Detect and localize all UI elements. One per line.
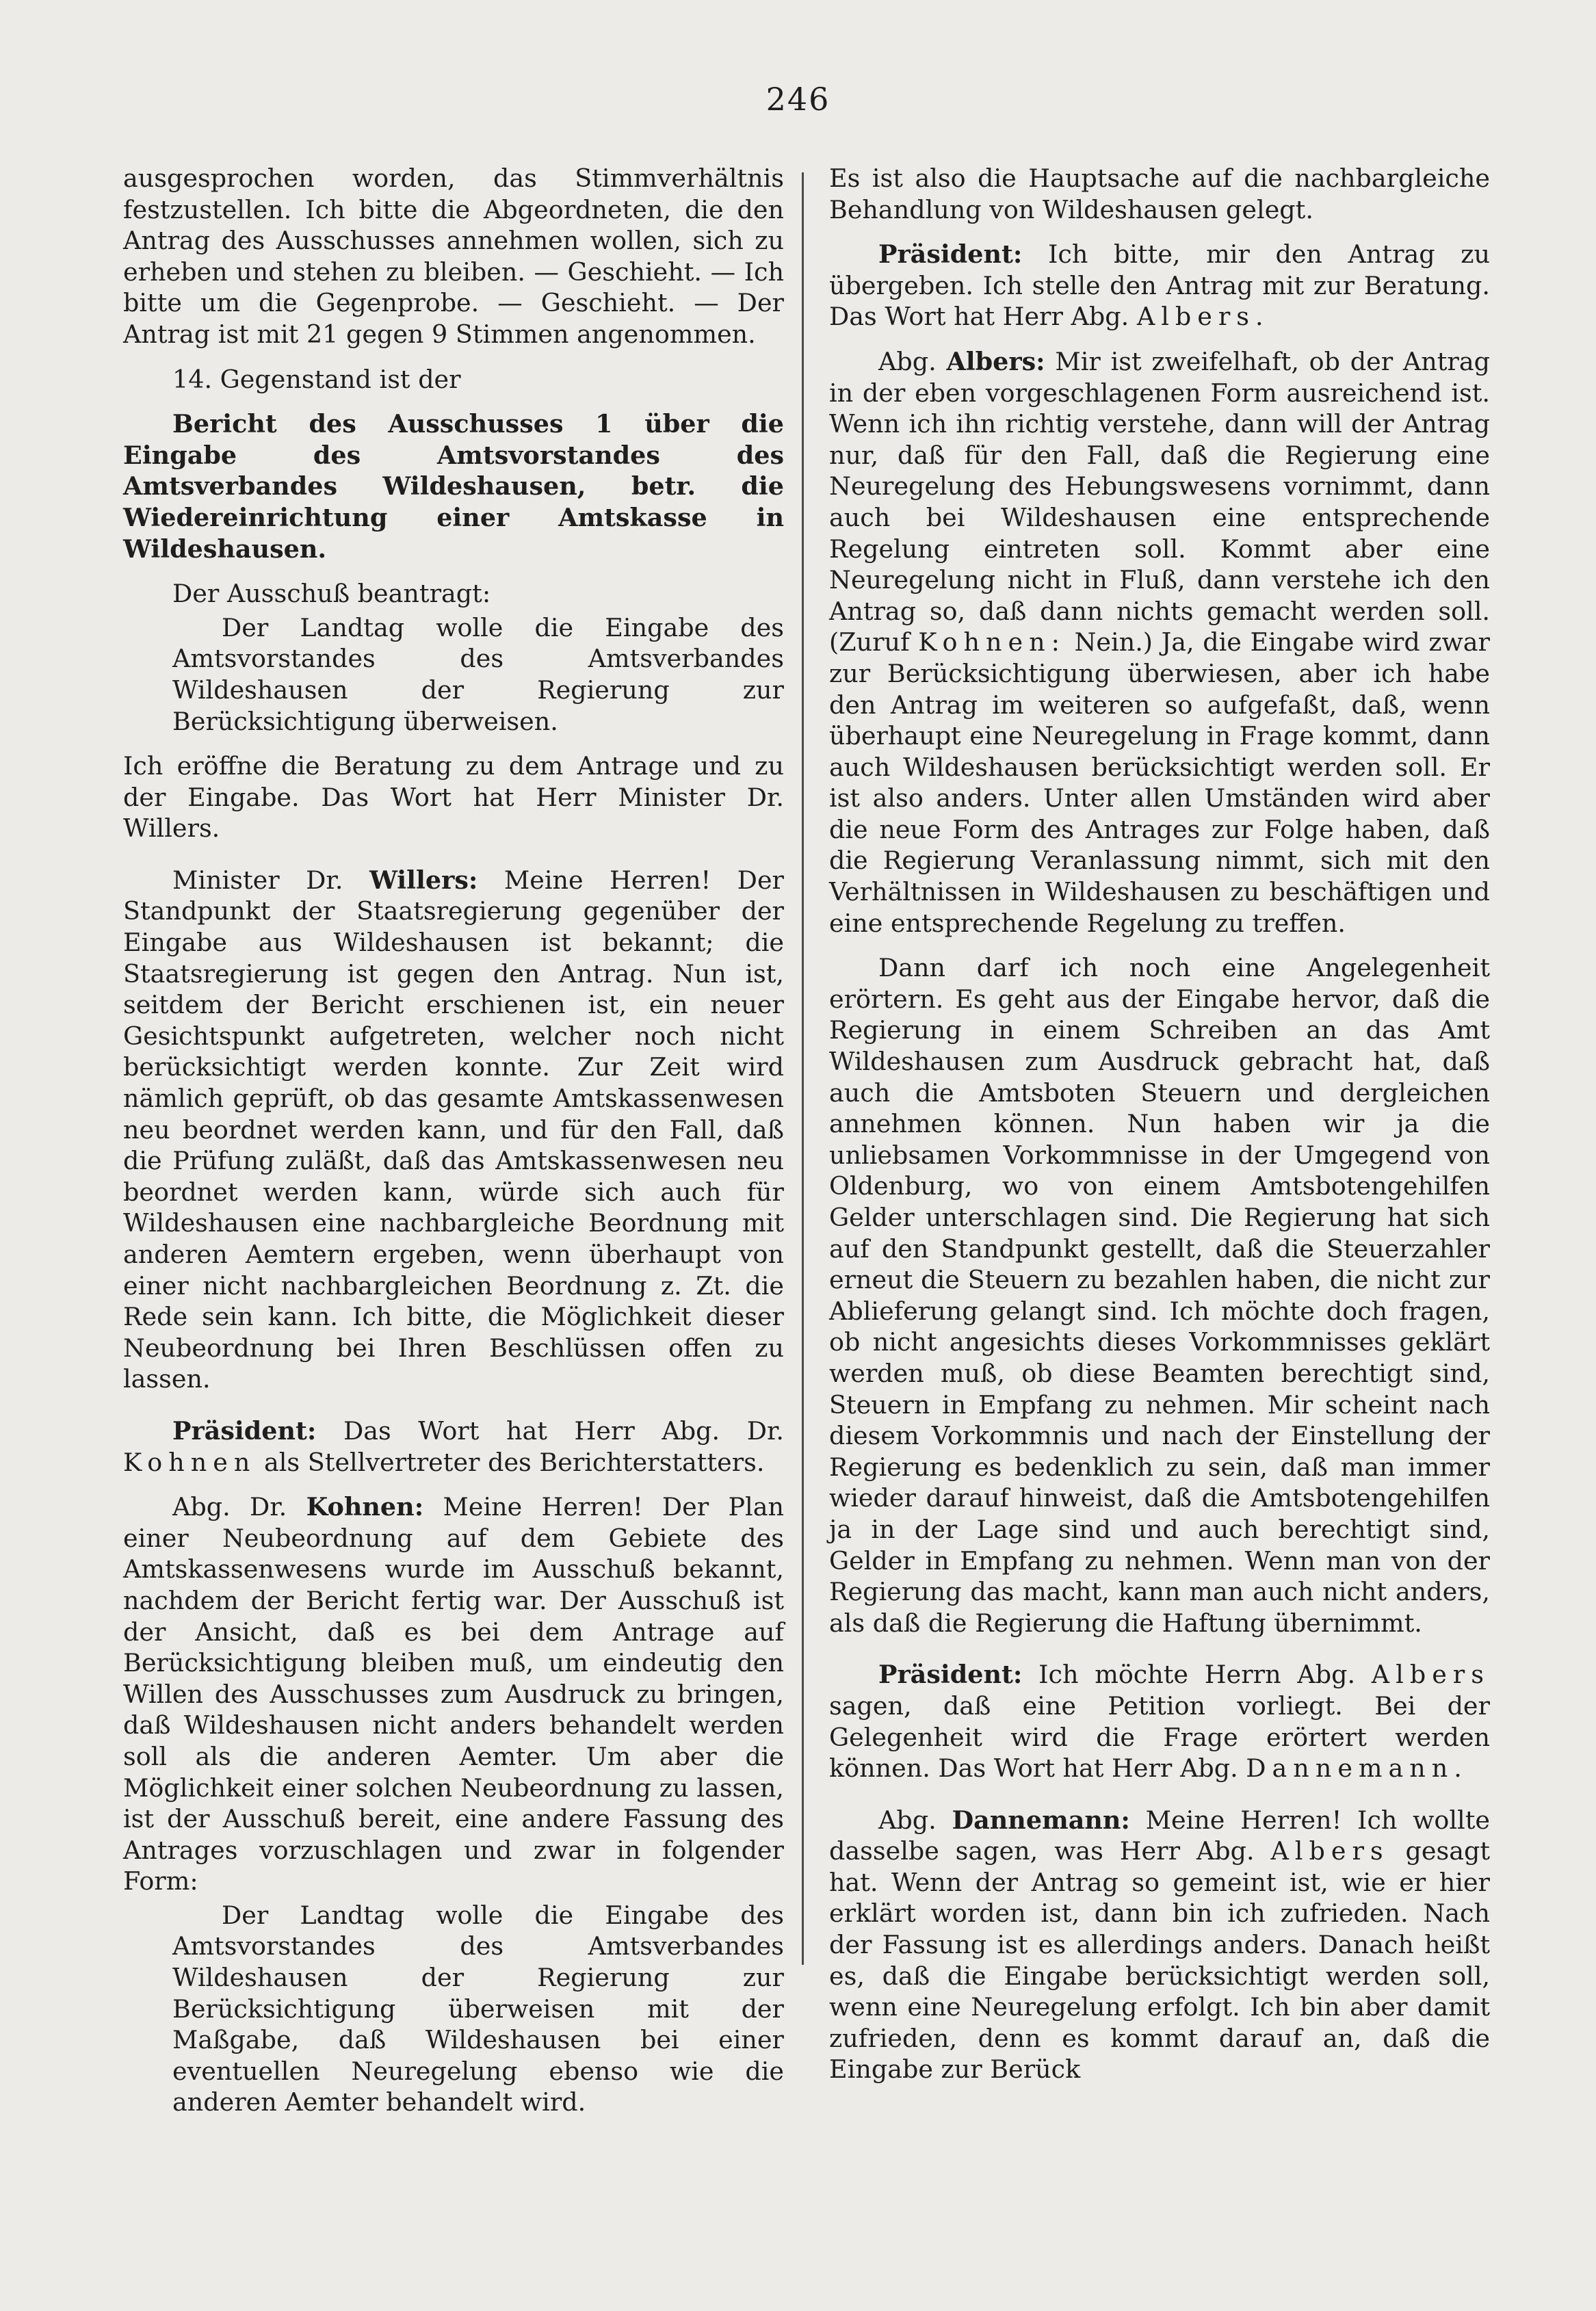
speech-text: Meine Herren! Der Standpunkt der Staatsregierung gegenüber der Eingabe aus Wildeshausen ist bekannt; die Staatsregierung ist gegen den Antrag. Nun ist, seitdem der Bericht erschienen ist, ein neuer Gesichtspunkt aufgetreten, welcher noch nicht berücksichtigt werden konnte. Zur Zeit wird nämlich geprüft, ob das gesamte Amtskassenwesen neu beordnet werden kann, und für den Fall, daß die Prüfung zuläßt, daß das Amtskassenwesen neu beordnet werden kann, würde sich auch für Wildeshausen eine nachbargleiche Beordnung mit anderen Aemtern ergeben, wenn überhaupt von einer nicht nachbargleichen Beordnung z. Zt. die Rede sein kann. Ich bitte, die Möglichkeit dieser Neubeordnung bei Ihren Beschlüssen offen zu lassen.: [123, 865, 784, 1394]
motion-quote: Der Landtag wolle die Eingabe des Amtsvorstandes des Amtsverbandes Wildeshausen der Regierung zur Berücksichtigung überweisen mit der Maßgabe, daß Wildeshausen bei einer eventuellen Neuregelung ebenso wie die anderen Aemter behandelt wird.: [172, 1900, 784, 2117]
spaced-name: Albers.: [1136, 302, 1270, 332]
speaker-name: Präsident:: [878, 1660, 1023, 1690]
left-column: [123, 163, 784, 2121]
speaker-name: Präsident:: [172, 1415, 317, 1446]
speech-text: Nein.) Ja, die Eingabe wird zwar zur Berücksichtigung überwiesen, aber ich habe den Antrag im weiteren so aufgefaßt, daß, wenn überhaupt eine Neuregelung in Frage kommt, dann auch Wildeshausen berücksichtigt werden soll. Er ist also anders. Unter allen Umständen wird aber die neue Form des Antrages zur Folge haben, daß die Regierung Veranlassung nimmt, sich mit den Verhältnissen in Wildeshausen zu beschäftigen und eine entsprechende Regelung zu treffen.: [829, 627, 1490, 938]
right-column: [829, 163, 1490, 2085]
speaker-name: Präsident:: [878, 239, 1023, 270]
speech-paragraph: [123, 865, 784, 1395]
column-divider: [802, 172, 804, 1965]
speaker-role: Abg.: [878, 346, 937, 376]
speech-text: Ich möchte Herrn Abg.: [1038, 1660, 1356, 1690]
speaker-name: Kohnen:: [306, 1492, 424, 1522]
speech-text: sagen, daß eine Petition vorliegt. Bei der Gelegenheit wird die Frage erörtert werden können. Das Wort hat Herr Abg.: [829, 1690, 1490, 1784]
speech-paragraph: [829, 1805, 1490, 2085]
speaker-role: Abg.: [878, 1805, 937, 1835]
paragraph: Ich eröffne die Beratung zu dem Antrage und zu der Eingabe. Das Wort hat Herr Minister Dr. Willers.: [123, 751, 784, 844]
spaced-name: Kohnen: [123, 1447, 257, 1477]
speech-paragraph: [123, 1491, 784, 1897]
speaker-name: Dannemann:: [952, 1805, 1130, 1835]
speech-paragraph: [829, 1659, 1490, 1784]
paragraph: ausgesprochen worden, das Stimmverhältnis festzustellen. Ich bitte die Abgeordneten, die den Antrag des Ausschusses annehmen wollen, sich zu erheben und stehen zu bleiben. — Geschieht. — Ich bitte um die Gegenprobe. — Geschieht. — Der Antrag ist mit 21 gegen 9 Stimmen angenommen.: [123, 164, 784, 349]
speech-text: Mir ist zweifelhaft, ob der Antrag in der eben vorgeschlagenen Form ausreichend ist. Wenn ich ihn richtig verstehe, dann will der Antrag nur, daß für den Fall, daß die Regierung eine Neuregelung des Hebungswesens vornimmt, dann auch bei Wildeshausen eine entsprechende Regelung eintreten soll. Kommt aber eine Neuregelung nicht in Fluß, dann verstehe ich den Antrag so, daß dann nichts gemacht werden soll. (Zuruf: [829, 346, 1490, 657]
speaker-name: Albers:: [946, 346, 1045, 376]
paragraph: Der Ausschuß beantragt:: [172, 579, 491, 609]
spaced-name: Kohnen:: [918, 627, 1066, 657]
speaker-role: Abg. Dr.: [172, 1492, 287, 1522]
speech-text: Ich bitte, mir den Antrag zu übergeben. Ich stelle den Antrag mit zur Beratung. Das Wort hat Herr Abg.: [829, 239, 1490, 332]
spaced-name: Albers: [1371, 1660, 1490, 1690]
speech-text: Meine Herren! Ich wollte dasselbe sagen, was Herr Abg.: [829, 1805, 1490, 1866]
paragraph: Dann darf ich noch eine Angelegenheit erörtern. Es geht aus der Eingabe hervor, daß die Regierung in einem Schreiben an das Amt Wildeshausen zum Ausdruck gebracht hat, daß auch die Amtsboten Steuern und dergleichen annehmen können. Nun haben wir ja die unliebsamen Vorkommnisse in der Umgegend von Oldenburg, wo von einem Amtsbotengehilfen Gelder unterschlagen sind. Die Regierung hat sich auf den Standpunkt gestellt, daß die Steuerzahler erneut die Steuern zu bezahlen haben, die nicht zur Ablieferung gelangt sind. Ich möchte doch fragen, ob nicht angesichts dieses Vorkommnisses geklärt werden muß, ob diese Beamten berechtigt sind, Steuern in Empfang zu nehmen. Mir scheint nach diesem Vorkommnis und nach der Einstellung der Regierung es bedenklich zu sein, daß man immer wieder darauf hinweist, daß die Amtsbotengehilfen ja in der Lage sind und auch berechtigt sind, Gelder in Empfang zu nehmen. Wenn man von der Regierung das macht, kann man auch nicht anders, als daß die Regierung die Haftung übernimmt.: [829, 953, 1490, 1638]
speech-text: gesagt hat. Wenn der Antrag so gemeint ist, wie er hier erklärt worden ist, dann bin ich zufrieden. Nach der Fassung ist es allerdings anders. Danach heißt es, daß die Eingabe berücksichtigt werden soll, wenn eine Neuregelung erfolgt. Ich bin aber damit zufrieden, denn es kommt darauf an, daß die Eingabe zur Berück: [829, 1836, 1490, 2085]
speech-paragraph: [123, 1415, 784, 1478]
spaced-name: Albers: [1270, 1836, 1389, 1866]
speech-paragraph: [829, 346, 1490, 939]
speaker-name: Willers:: [369, 865, 478, 895]
page-number: 246: [766, 81, 830, 118]
speech-paragraph: [829, 239, 1490, 332]
speech-text: Meine Herren! Der Plan einer Neubeordnung auf dem Gebiete des Amtskassenwesens wurde im Ausschuß bekannt, nachdem der Bericht fertig war. Der Ausschuß ist der Ansicht, daß es bei dem Antrage auf Berücksichtigung bleiben muß, um eindeutig den Willen des Ausschusses zum Ausdruck zu bringen, daß Wildeshausen nicht anders behandelt werden soll als die anderen Aemter. Um aber die Möglichkeit einer solchen Neubeordnung zu lassen, ist der Ausschuß bereit, eine andere Fassung des Antrages vorzuschlagen und zwar in folgender Form:: [123, 1492, 785, 1896]
motion-quote: Der Landtag wolle die Eingabe des Amtsvorstandes des Amtsverbandes Wildeshausen der Regierung zur Berücksichtigung überweisen.: [172, 612, 784, 736]
speech-text: Das Wort hat Herr Abg. Dr.: [343, 1415, 785, 1446]
paragraph: Es ist also die Hauptsache auf die nachbargleiche Behandlung von Wildeshausen gelegt.: [829, 164, 1490, 224]
speech-text: als Stellvertreter des Berichterstatters.: [264, 1447, 765, 1477]
agenda-item: 14. Gegenstand ist der: [172, 364, 461, 394]
spaced-name: Dannemann.: [1246, 1753, 1468, 1784]
report-heading: Bericht des Ausschusses 1 über die Eingabe des Amtsvorstandes des Amtsverbandes Wildeshausen, betr. die Wiedereinrichtung einer Amtskasse in Wildeshausen.: [123, 409, 784, 564]
speaker-role: Minister Dr.: [172, 865, 343, 895]
